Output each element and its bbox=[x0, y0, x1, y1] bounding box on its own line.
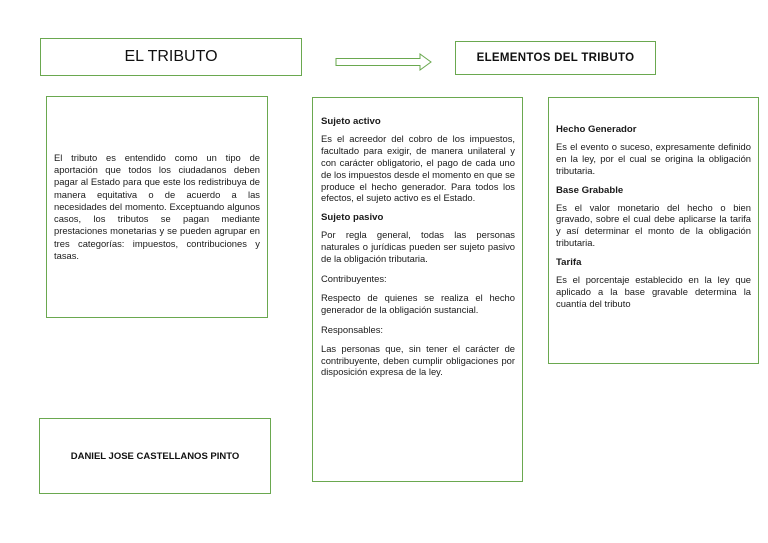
elements-title-box bbox=[455, 41, 656, 75]
intro-box bbox=[46, 96, 268, 318]
right-arrow-icon bbox=[335, 52, 433, 72]
title-box bbox=[40, 38, 302, 76]
active-subject-heading: Sujeto activo bbox=[321, 116, 381, 127]
intro-text: El tributo es entendido como un tipo de aportación que todos los ciudadanos deben pagar al Estado para que este los redistribuya de manera equitativa o de acuerdo a las necesidades del momento. Exceptuando algunos casos, los tributos se pagan mediante prestaciones monetarias y se pueden agrupar en tres categorías: impuestos, contribuciones y tasas. bbox=[54, 152, 260, 261]
rate-text: Es el porcentaje establecido en la ley que aplicado a la base gravable determina la cuantía del tributo bbox=[556, 274, 751, 309]
base-heading: Base Grabable bbox=[556, 184, 624, 196]
elements-title: ELEMENTOS DEL TRIBUTO bbox=[476, 52, 635, 64]
passive-subject-text: Por regla general, todas las personas naturales o jurídicas pueden ser sujeto pasivo de la obligación tributaria. bbox=[321, 229, 515, 265]
page-title: EL TRIBUTO bbox=[124, 48, 218, 65]
author-box bbox=[39, 418, 271, 494]
passive-subject-heading: Sujeto pasivo bbox=[321, 212, 384, 224]
author-name: DANIEL JOSE CASTELLANOS PINTO bbox=[70, 450, 240, 462]
active-subject-text: Es el acreedor del cobro de los impuestos, facultado para exigir, de manera unilateral y con carácter obligatorio, el pago de cada uno de los impuestos desde el momento en que se produce el hecho generador. Para todos los efectos, el sujeto activo es el Estado. bbox=[321, 132, 515, 204]
subjects-box bbox=[312, 97, 523, 482]
generator-heading: Hecho Generador bbox=[556, 124, 637, 135]
contributors-text: Respecto de quienes se realiza el hecho generador de la obligación sustancial. bbox=[321, 291, 515, 315]
rate-heading: Tarifa bbox=[556, 257, 582, 269]
responsibles-text: Las personas que, sin tener el carácter de contribuyente, deben cumplir obligaciones por disposición expresa de la ley. bbox=[321, 342, 515, 378]
base-text: Es el valor monetario del hecho o bien gravado, sobre el cual debe aplicarse la tarifa y así determinar el monto de la obligación tributaria. bbox=[556, 201, 751, 249]
responsibles-label: Responsables: bbox=[321, 323, 384, 335]
generator-text: Es el evento o suceso, expresamente definido en la ley, por el cual se origina la obligación tributaria. bbox=[556, 140, 751, 176]
elements-box bbox=[548, 97, 759, 364]
contributors-label: Contribuyentes: bbox=[321, 272, 387, 284]
